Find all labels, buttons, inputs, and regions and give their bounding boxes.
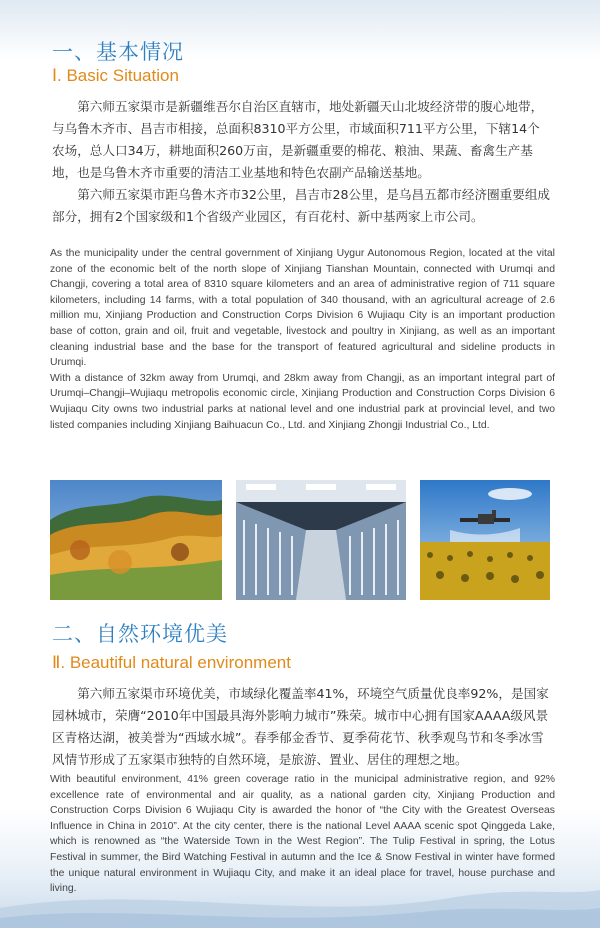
photo-textile-factory: [236, 480, 406, 600]
photo-autumn-forest: [50, 480, 222, 600]
section2-heading-cn: 二、自然环境优美: [52, 622, 228, 646]
section1-heading-en: Ⅰ. Basic Situation: [52, 66, 179, 85]
section1-paragraph-cn-1: 第六师五家渠市是新疆维吾尔自治区直辖市，地处新疆天山北坡经济带的腹心地带，与乌鲁木齐市、昌吉市相接，总面积8310平方公里，市域面积711平方公里，下辖14个农场，总人口34万，耕地面积260万亩，是新疆重要的棉花、粮油、果蔬、畜禽生产基地，也是乌鲁木齐市重要的清洁工业基地和特色农副产品输送基地。: [52, 99, 544, 180]
section1-heading-cn: 一、基本情况: [52, 40, 184, 64]
section2-paragraph-en: With beautiful environment, 41% green coverage ratio in the municipal administrative region, and 92% excellence rate of environmental and air quality, as a national garden city, Xinjiang Production and Construction Corps Division 6 Wujiaqu City is awarded the honor of “the City with the Greatest Overseas Influence in China in 2010”. At the city center, there is the national Level AAAA scenic spot Qinggeda Lake, which is renowned as “the Waterside Town in the West Region”. The Tulip Festival in spring, the Lotus Festival in summer, the Bird Watching Festival in autumn and the Ice & Snow Festival in winter have formed the unique natural environment in Wujiaqu City, and make it an ideal place for travel, house purchase and living.: [50, 774, 555, 895]
photo-crop-duster: [420, 480, 550, 600]
section1-paragraph-en: As the municipality under the central government of Xinjiang Uygur Autonomous Region, located at the vital zone of the economic belt of the north slope of Xinjiang Tianshan Mountain, connected with Urumqi and Changji, covering a total area of 8310 square kilometers and an area of administrative region of 711 square kilometers, including 14 farms, with a total population of 340 thousand, with an agricultural acreage of 2.6 million mu, Xinjiang Production and Construction Corps Division 6 Wujiaqu City is an important production base of cotton, grain and oil, fruit and vegetable, livestock and poultry in Xinjiang, as well as an important cleaning industrial base and the base for the transport of featured agricultural and sideline products in Urumqi. With a distance of 32km away from Urumqi, and 28km away from Changji, as an important integral part of Urumqi–Changji–Wujiaqu metropolis economic circle, Xinjiang Production and Construction Corps Division 6 Wujiaqu City owns two industrial parks at national level and one industrial park at provincial level, and two listed companies including Xinjiang Baihuacun Co., Ltd. and Xinjiang Zhongji Industrial Co., Ltd.: [50, 248, 555, 431]
section2-heading-en: Ⅱ. Beautiful natural environment: [52, 653, 291, 672]
section2-paragraph-cn: 第六师五家渠市环境优美，市域绿化覆盖率41%，环境空气质量优良率92%，是国家园林城市，荣膺“2010年中国最具海外影响力城市”殊荣。城市中心拥有国家AAAA级风景区青格达湖，被美誉为“西域水城”。春季郁金香节、夏季荷花节、秋季观鸟节和冬季冰雪风情节形成了五家渠市独特的自然环境，是旅游、置业、居住的理想之地。: [52, 686, 549, 767]
section1-paragraph-cn-2: 第六师五家渠市距乌鲁木齐市32公里，昌吉市28公里，是乌昌五都市经济圈重要组成部分，拥有2个国家级和1个省级产业园区，有百花村、新中基两家上市公司。: [52, 187, 551, 224]
